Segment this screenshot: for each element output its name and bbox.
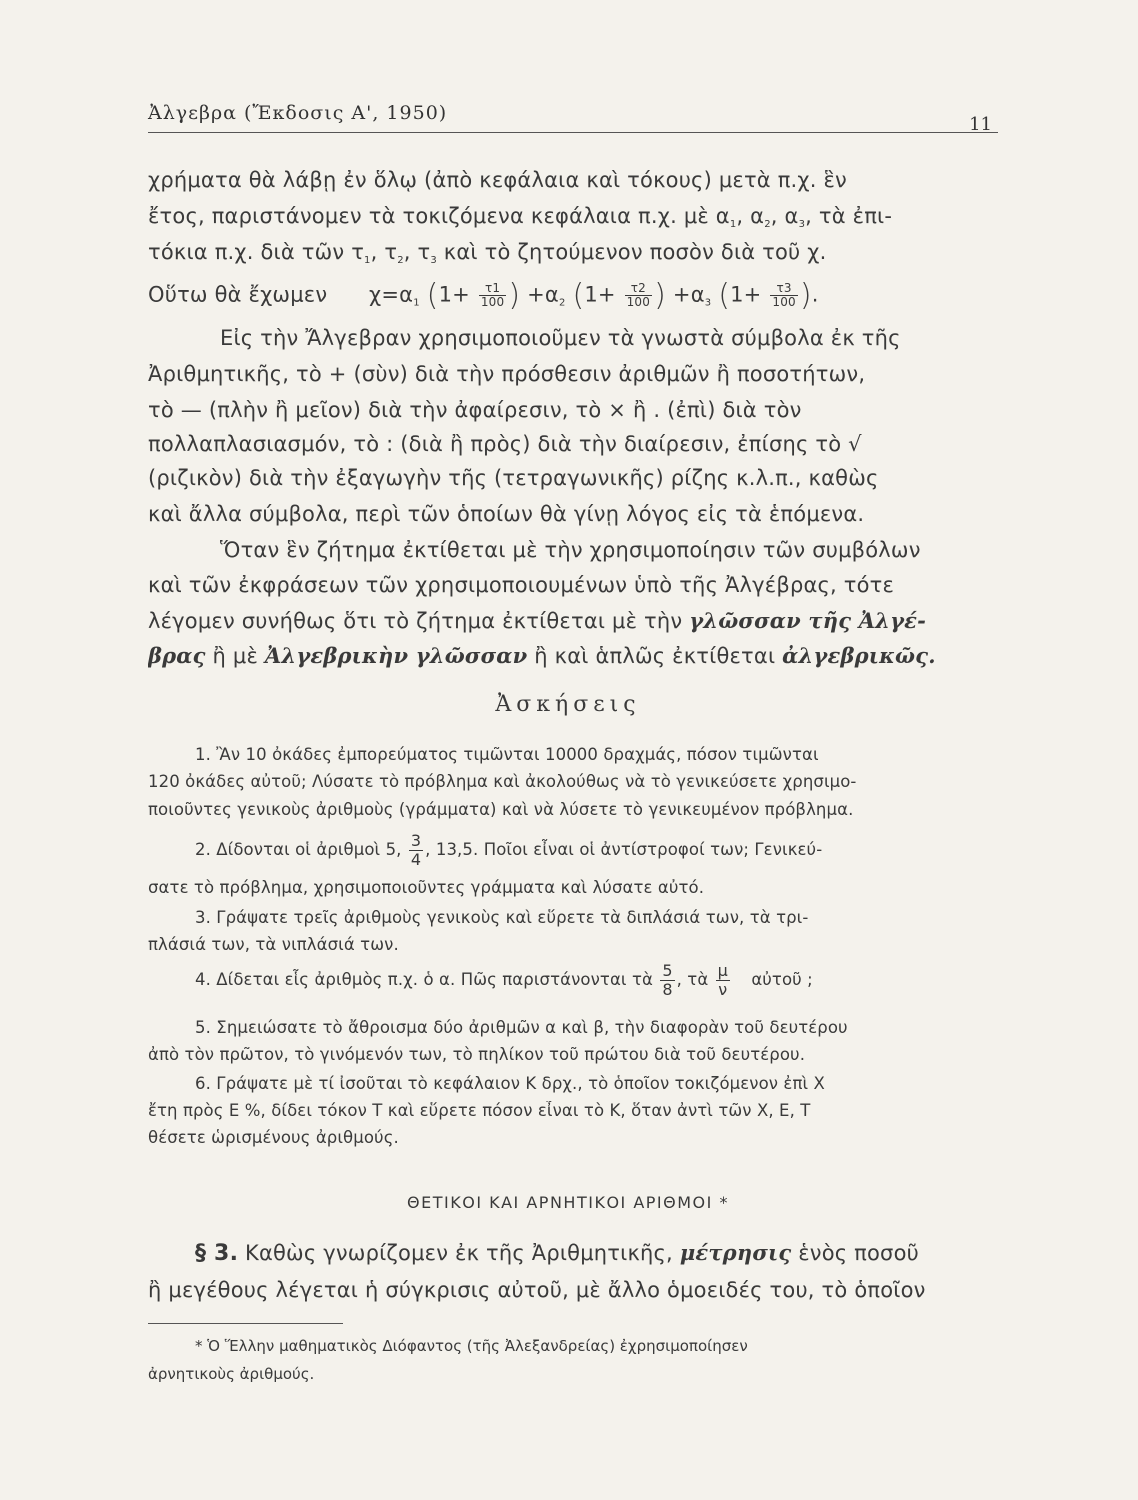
para1-line-1: χρήματα θὰ λάβῃ ἐν ὅλῳ (ἀπὸ κεφάλαια καὶ τόκους) μετὰ π.χ. ἓν — [148, 168, 847, 192]
fraction-3-4: $\frac{3}{4}$ — [410, 832, 422, 869]
para3-line-3: λέγομεν συνήθως ὅτι τὸ ζήτημα ἐκτίθεται μὲ τὴν γλῶσσαν τῆς Ἀλγέ- — [148, 608, 927, 633]
para2-line-2: Ἀριθμητικῆς, τὸ + (σὺν) διὰ τὴν πρόσθεσιν ἀριθμῶν ἢ ποσοτήτων, — [148, 362, 866, 386]
fraction-t1-100: $\frac{\tau 1}{100}$ — [480, 281, 505, 309]
exercise-5-line-1: 5. Σημειώσατε τὸ ἄθροισμα δύο ἀριθμῶν α καὶ β, τὴν διαφορὰν τοῦ δευτέρου — [195, 1018, 848, 1037]
para1-line-2: ἔτος, παριστάνομεν τὰ τοκιζόμενα κεφάλαια π.χ. μὲ $\alpha_1$, $\alpha_2$, $\alpha_3$, τὰ ἐπι- — [148, 204, 893, 230]
para3-line-4: βρας ἢ μὲ Ἀλγεβρικὴν γλῶσσαν ἢ καὶ ἁπλῶς ἐκτίθεται ἀλγεβρικῶς. — [148, 643, 936, 668]
exercise-6-line-3: θέσετε ὡρισμένους ἀριθμούς. — [148, 1128, 399, 1147]
fraction-5-8: $\frac{5}{8}$ — [662, 962, 673, 999]
formula-intro: Οὕτω θὰ ἔχωμεν — [148, 282, 328, 307]
exercise-4-line: 4. Δίδεται εἷς ἀριθμὸς π.χ. ὁ α. Πῶς παριστάνονται τὰ $\frac{5}{8}$ , τὰ $\frac{\mu}{\nu}$ αὐτοῦ ; — [195, 962, 813, 999]
page-number: 11 — [969, 114, 992, 135]
para1-line-3: τόκια π.χ. διὰ τῶν $\tau_1$, $\tau_2$, $\tau_3$ καὶ τὸ ζητούμενον ποσὸν διὰ τοῦ χ. — [148, 240, 827, 266]
exercise-1-line-3: ποιοῦντες γενικοὺς ἀριθμοὺς (γράμματα) καὶ νὰ λύσετε τὸ γενικευμένον πρόβλημα. — [148, 800, 854, 819]
para3-line-2: καὶ τῶν ἐκφράσεων τῶν χρησιμοποιουμένων ὑπὸ τῆς Ἀλγέβρας, τότε — [148, 573, 895, 597]
section3-line-2: ἢ μεγέθους λέγεται ἡ σύγκρισις αὐτοῦ, μὲ ἄλλο ὁμοειδές του, τὸ ὁποῖον — [148, 1278, 926, 1302]
footnote-line-1: * Ὁ Ἕλλην μαθηματικὸς Διόφαντος (τῆς Ἀλεξανδρείας) ἐχρησιμοποίησεν — [195, 1337, 748, 1355]
exercise-6-line-2: ἔτη πρὸς Ε %, δίδει τόκον Τ καὶ εὕρετε πόσον εἶναι τὸ Κ, ὅταν ἀντὶ τῶν Χ, Ε, Τ — [148, 1101, 811, 1120]
exercise-6-line-1: 6. Γράψατε μὲ τί ἰσοῦται τὸ κεφάλαιον Κ δρχ., τὸ ὁποῖον τοκιζόμενον ἐπὶ Χ — [195, 1074, 825, 1093]
running-header — [148, 100, 998, 133]
footnote-line-2: ἀρνητικοὺς ἀριθμούς. — [148, 1365, 315, 1383]
exercises-heading: Ἀσκήσεις — [495, 692, 641, 717]
fraction-mu-nu: $\frac{\mu}{\nu}$ — [717, 962, 728, 999]
running-title: Ἀλγεβρα (Ἔκδοσις Α', 1950) — [148, 102, 448, 124]
exercise-1-line-2: 120 ὀκάδες αὐτοῦ; Λύσατε τὸ πρόβλημα καὶ ἀκολούθως νὰ τὸ γενικεύσετε χρησιμο- — [148, 772, 857, 791]
section-heading: ΘΕΤΙΚΟΙ ΚΑΙ ΑΡΝΗΤΙΚΟΙ ΑΡΙΘΜΟΙ * — [407, 1193, 729, 1212]
fraction-t2-100: $\frac{\tau 2}{100}$ — [626, 281, 651, 309]
exercise-3-line-1: 3. Γράψατε τρεῖς ἀριθμοὺς γενικοὺς καὶ εὕρετε τὰ διπλάσιά των, τὰ τρι- — [195, 908, 809, 927]
para2-line-5: (ριζικὸν) διὰ τὴν ἐξαγωγὴν τῆς (τετραγωνικῆς) ρίζης κ.λ.π., καθὼς — [148, 466, 879, 490]
para3-line-1: Ὅταν ἓν ζήτημα ἐκτίθεται μὲ τὴν χρησιμοποίησιν τῶν συμβόλων — [220, 538, 921, 562]
para2-line-3: τὸ — (πλὴν ἢ μεῖον) διὰ τὴν ἀφαίρεσιν, τὸ × ἢ . (ἐπὶ) διὰ τὸν — [148, 398, 802, 422]
exercise-1-line-1: 1. Ἂν 10 ὀκάδες ἐμπορεύματος τιμῶνται 10000 δραχμάς, πόσον τιμῶνται — [195, 745, 819, 764]
para2-line-4: πολλαπλασιασμόν, τὸ : (διὰ ἢ πρὸς) διὰ τὴν διαίρεσιν, ἐπίσης τὸ √ — [148, 432, 862, 456]
formula-line: Οὕτω θὰ ἔχωμεν $\chi=\alpha_1$ (1+ $\frac{\tau 1}{100}$ ) $+\alpha_2$ (1+ $\frac{\tau 2}{100}$ ) $+\alpha_3$ (1+ $\frac{\tau 3}{100}$ ). — [148, 278, 819, 313]
formula-lhs: χ=α — [369, 282, 414, 307]
para2-line-6: καὶ ἄλλα σύμβολα, περὶ τῶν ὁποίων θὰ γίνῃ λόγος εἰς τὰ ἑπόμενα. — [148, 502, 865, 526]
section-number: § 3. — [195, 1241, 239, 1266]
exercise-3-line-2: πλάσιά των, τὰ νιπλάσιά των. — [148, 935, 399, 954]
fraction-t3-100: $\frac{\tau 3}{100}$ — [772, 281, 796, 309]
exercise-2-line-1: 2. Δίδονται οἱ ἀριθμοὶ 5, $\frac{3}{4}$ , 13,5. Ποῖοι εἶναι οἱ ἀντίστροφοί των; Γενικεύ- — [195, 832, 823, 869]
exercise-5-line-2: ἀπὸ τὸν πρῶτον, τὸ γινόμενόν των, τὸ πηλίκον τοῦ πρώτου διὰ τοῦ δευτέρου. — [148, 1045, 806, 1064]
para2-line-1: Εἰς τὴν Ἄλγεβραν χρησιμοποιοῦμεν τὰ γνωστὰ σύμβολα ἐκ τῆς — [220, 326, 901, 350]
exercise-2-line-2: σατε τὸ πρόβλημα, χρησιμοποιοῦντες γράμματα καὶ λύσατε αὐτό. — [148, 878, 705, 897]
section3-line-1: § 3. Καθὼς γνωρίζομεν ἐκ τῆς Ἀριθμητικῆς, μέτρησις ἑνὸς ποσοῦ — [195, 1240, 919, 1266]
footnote-divider — [148, 1323, 343, 1324]
